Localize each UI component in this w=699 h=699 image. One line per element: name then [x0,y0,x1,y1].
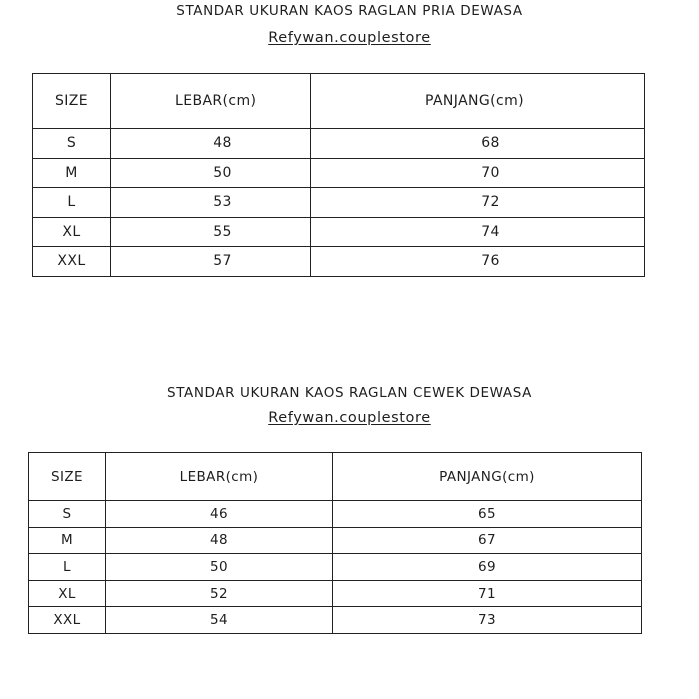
store-name: Refywan.couplestore [268,30,431,46]
panjang-cell: 72 [311,188,645,218]
lebar-cell: 46 [106,501,333,528]
panjang-cell: 74 [311,217,645,247]
panjang-cell: 73 [333,607,642,634]
header-lebar: LEBAR(cm) [111,74,311,129]
chart-title-pria: STANDAR UKURAN KAOS RAGLAN PRIA DEWASA [176,3,523,19]
size-cell: M [33,158,111,188]
lebar-cell: 57 [111,247,311,277]
size-cell: L [33,188,111,218]
table-row [29,527,642,554]
table-row [33,188,645,218]
header-size: SIZE [33,74,111,129]
size-table-pria [32,73,645,277]
lebar-cell: 48 [106,527,333,554]
lebar-cell: 50 [111,158,311,188]
panjang-cell: 76 [311,247,645,277]
table-row [29,554,642,581]
table-row [33,158,645,188]
lebar-cell: 55 [111,217,311,247]
table-row [29,607,642,634]
table-row [29,501,642,528]
chart-title-cewek: STANDAR UKURAN KAOS RAGLAN CEWEK DEWASA [167,385,532,401]
size-cell: XL [33,217,111,247]
size-cell: XXL [33,247,111,277]
header-lebar: LEBAR(cm) [106,453,333,501]
size-cell: XXL [29,607,106,634]
store-name: Refywan.couplestore [268,410,431,426]
size-cell: M [29,527,106,554]
panjang-cell: 67 [333,527,642,554]
panjang-cell: 70 [311,158,645,188]
panjang-cell: 65 [333,501,642,528]
header-panjang: PANJANG(cm) [311,74,645,129]
table-row [33,217,645,247]
size-cell: S [29,501,106,528]
table-row [33,129,645,159]
size-cell: L [29,554,106,581]
lebar-cell: 52 [106,580,333,607]
header-size: SIZE [29,453,106,501]
lebar-cell: 53 [111,188,311,218]
size-cell: XL [29,580,106,607]
header-panjang: PANJANG(cm) [333,453,642,501]
panjang-cell: 68 [311,129,645,159]
table-header-row [29,453,642,501]
table-header-row [33,74,645,129]
panjang-cell: 71 [333,580,642,607]
panjang-cell: 69 [333,554,642,581]
table-row [29,580,642,607]
size-cell: S [33,129,111,159]
lebar-cell: 54 [106,607,333,634]
table-row [33,247,645,277]
lebar-cell: 50 [106,554,333,581]
size-table-cewek [28,452,642,634]
lebar-cell: 48 [111,129,311,159]
